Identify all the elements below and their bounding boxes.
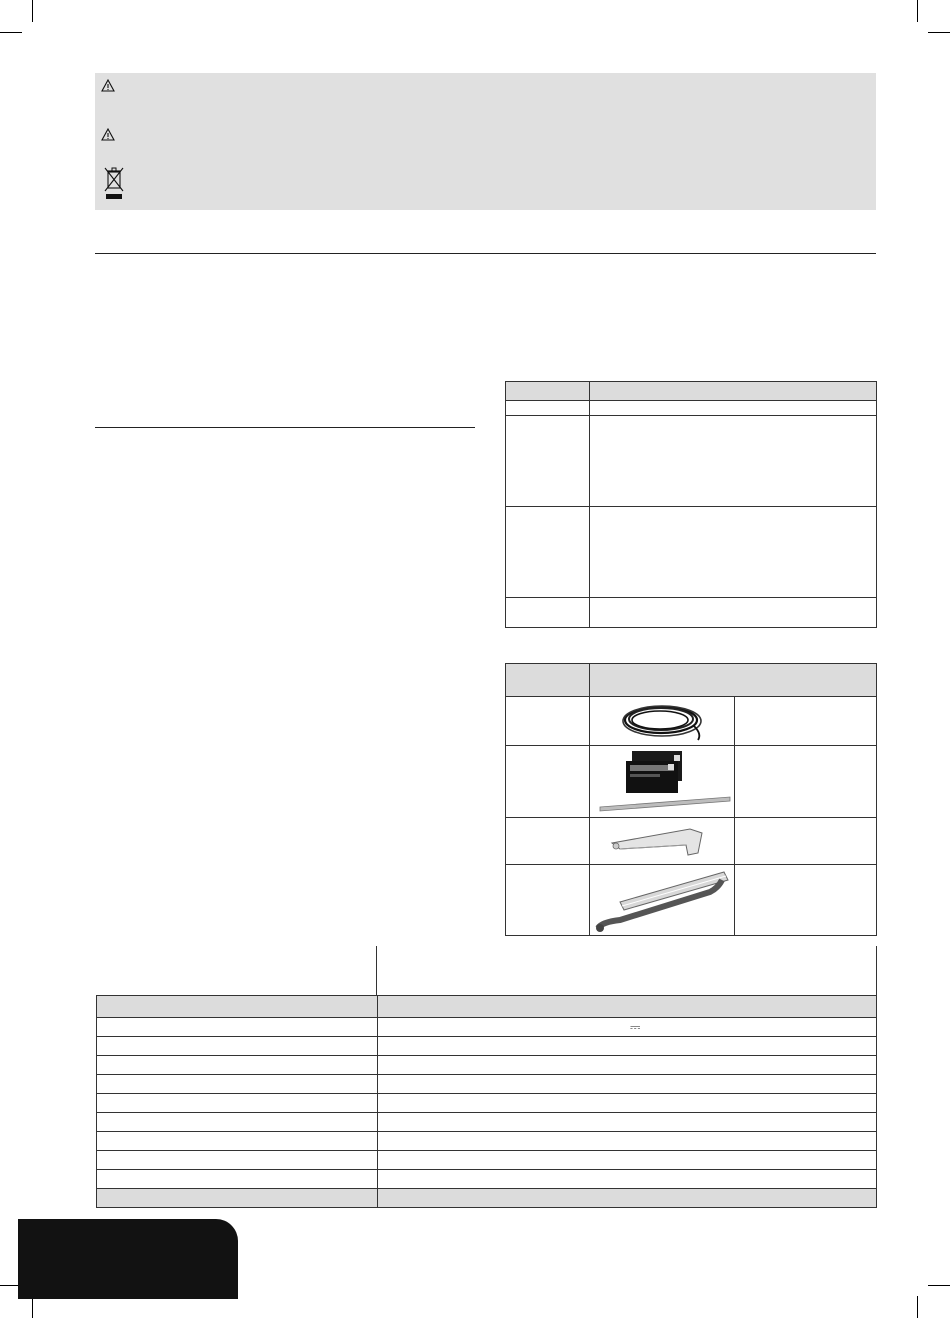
crop-mark [928, 32, 950, 33]
column-divider [376, 946, 377, 996]
table-row [506, 818, 877, 865]
crop-mark [0, 32, 22, 33]
column-divider [876, 946, 877, 996]
warning-triangle-icon [101, 128, 115, 141]
crop-mark [917, 1296, 918, 1318]
product-table [505, 381, 877, 628]
table-row [97, 1037, 877, 1056]
table-row [97, 1056, 877, 1075]
crossed-out-bin-icon [103, 166, 125, 200]
battery-pack-image [590, 747, 733, 816]
crop-mark [32, 1296, 33, 1318]
table-row [97, 1094, 877, 1113]
table-row [97, 1189, 877, 1208]
table-row [97, 1132, 877, 1151]
table-row [97, 1151, 877, 1170]
crop-mark [928, 1285, 950, 1286]
section-divider [95, 253, 876, 254]
table-row [97, 1170, 877, 1189]
technical-data-table [96, 995, 877, 1208]
safety-notice-box [95, 73, 876, 210]
accessories-table [505, 663, 877, 936]
table-row [97, 1113, 877, 1132]
table-row [506, 865, 877, 936]
table-row [506, 746, 877, 818]
crop-mark [32, 0, 33, 22]
table-row [506, 507, 877, 598]
table-header-row [506, 382, 877, 401]
sliding-arm-image [590, 866, 733, 934]
table-row [506, 416, 877, 507]
table-row [506, 697, 877, 746]
crop-mark [917, 0, 918, 22]
table-row [97, 1075, 877, 1094]
warning-triangle-icon [101, 79, 115, 92]
cable-coil-image [590, 698, 733, 744]
table-row [506, 598, 877, 628]
dc-voltage-symbol: ⎓ [630, 1019, 641, 1034]
straight-arm-image [590, 819, 733, 863]
table-row [97, 1018, 877, 1037]
table-row [506, 401, 877, 416]
table-header-row [506, 664, 877, 697]
section-divider [95, 427, 475, 428]
page-tab [18, 1219, 238, 1299]
table-header-row [97, 996, 877, 1018]
